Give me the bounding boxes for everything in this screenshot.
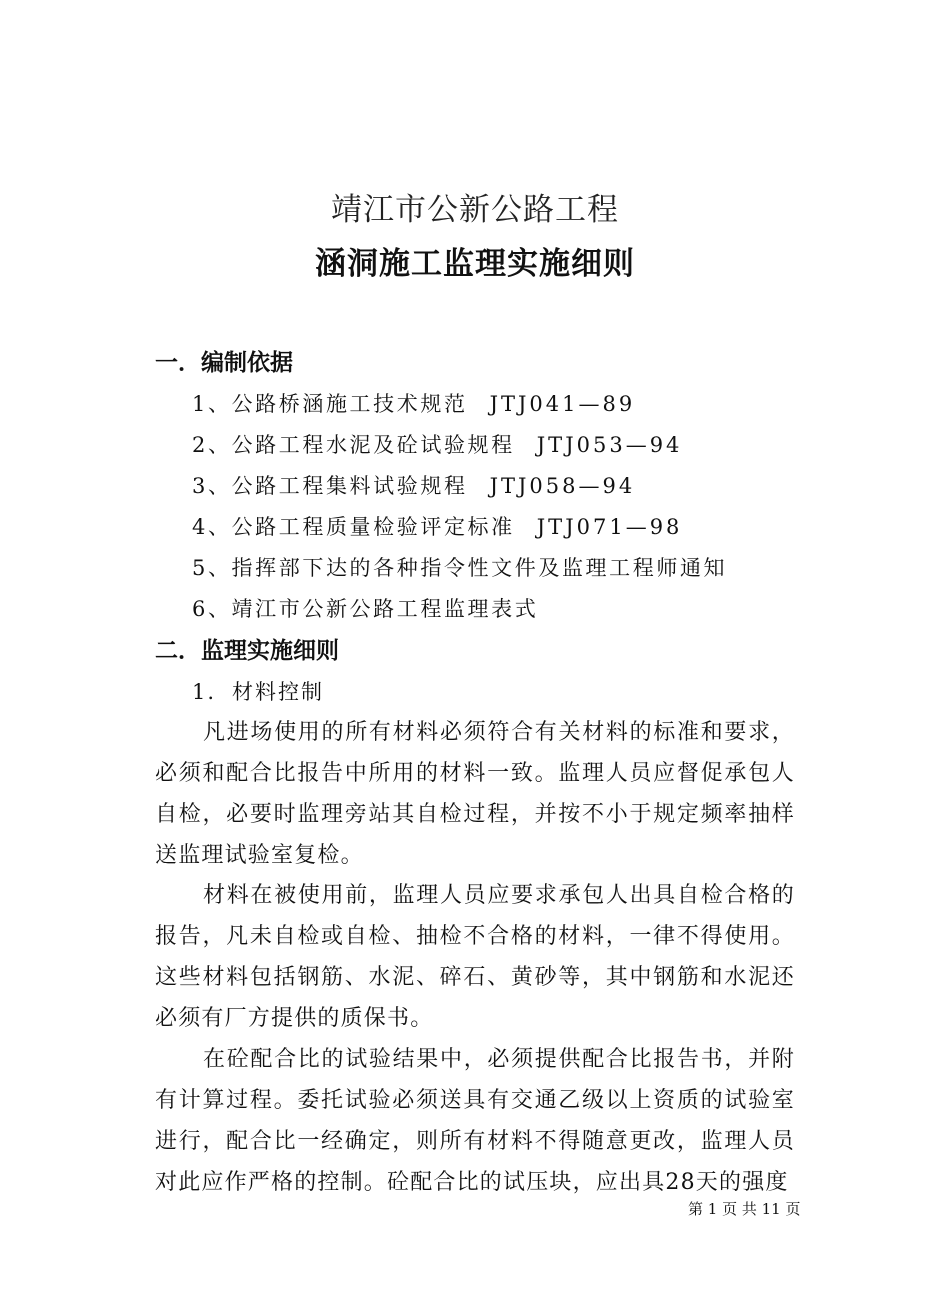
document-title: 涵洞施工监理实施细则	[315, 246, 635, 282]
reference-item	[192, 429, 682, 459]
reference-code: JTJ058—94	[489, 474, 636, 498]
reference-title: 4、公路工程质量检验评定标准	[192, 515, 515, 539]
reference-code: JTJ053—94	[536, 433, 683, 457]
reference-code: JTJ041—89	[489, 392, 636, 416]
reference-item	[192, 593, 538, 623]
reference-item	[192, 552, 727, 582]
subheading-number: 1.	[192, 680, 217, 704]
paragraph-materials-standards: 凡进场使用的所有材料必须符合有关材料的标准和要求，必须和配合比报告中所用的材料一致。监理人员应督促承包人自检，必要时监理旁站其自检过程，并按不小于规定频率抽样送监理试验室复检。	[155, 720, 795, 868]
section-heading-rules: 二．监理实施细则	[155, 638, 339, 664]
page-number-footer: 第 1 页 共 11 页	[688, 1200, 801, 1218]
paragraph-mix-ratio: 在砼配合比的试验结果中，必须提供配合比报告书，并附有计算过程。委托试验必须送具有交通乙级以上资质的试验室进行，配合比一经确定，则所有材料不得随意更改，监理人员对此应作严格的控制。砼配合比的试压块，应出具28天的强度	[155, 1047, 795, 1195]
reference-item	[192, 511, 682, 541]
reference-title: 6、靖江市公新公路工程监理表式	[192, 597, 539, 621]
reference-title: 1、公路桥涵施工技术规范	[192, 392, 468, 416]
reference-title: 3、公路工程集料试验规程	[192, 474, 468, 498]
section-heading-basis: 一．编制依据	[155, 350, 293, 376]
subheading-materials	[192, 676, 324, 706]
reference-title: 2、公路工程水泥及砼试验规程	[192, 433, 515, 457]
subheading-text: 材料控制	[232, 680, 325, 704]
reference-item	[192, 388, 635, 418]
reference-code: JTJ071—98	[536, 515, 683, 539]
reference-item	[192, 470, 635, 500]
project-title: 靖江市公新公路工程	[331, 192, 619, 228]
paragraph-materials-inspection: 材料在被使用前，监理人员应要求承包人出具自检合格的报告，凡未自检或自检、抽检不合格的材料，一律不得使用。这些材料包括钢筋、水泥、碎石、黄砂等，其中钢筋和水泥还必须有厂方提供的质保书。	[155, 883, 795, 1031]
reference-title: 5、指挥部下达的各种指令性文件及监理工程师通知	[192, 556, 728, 580]
